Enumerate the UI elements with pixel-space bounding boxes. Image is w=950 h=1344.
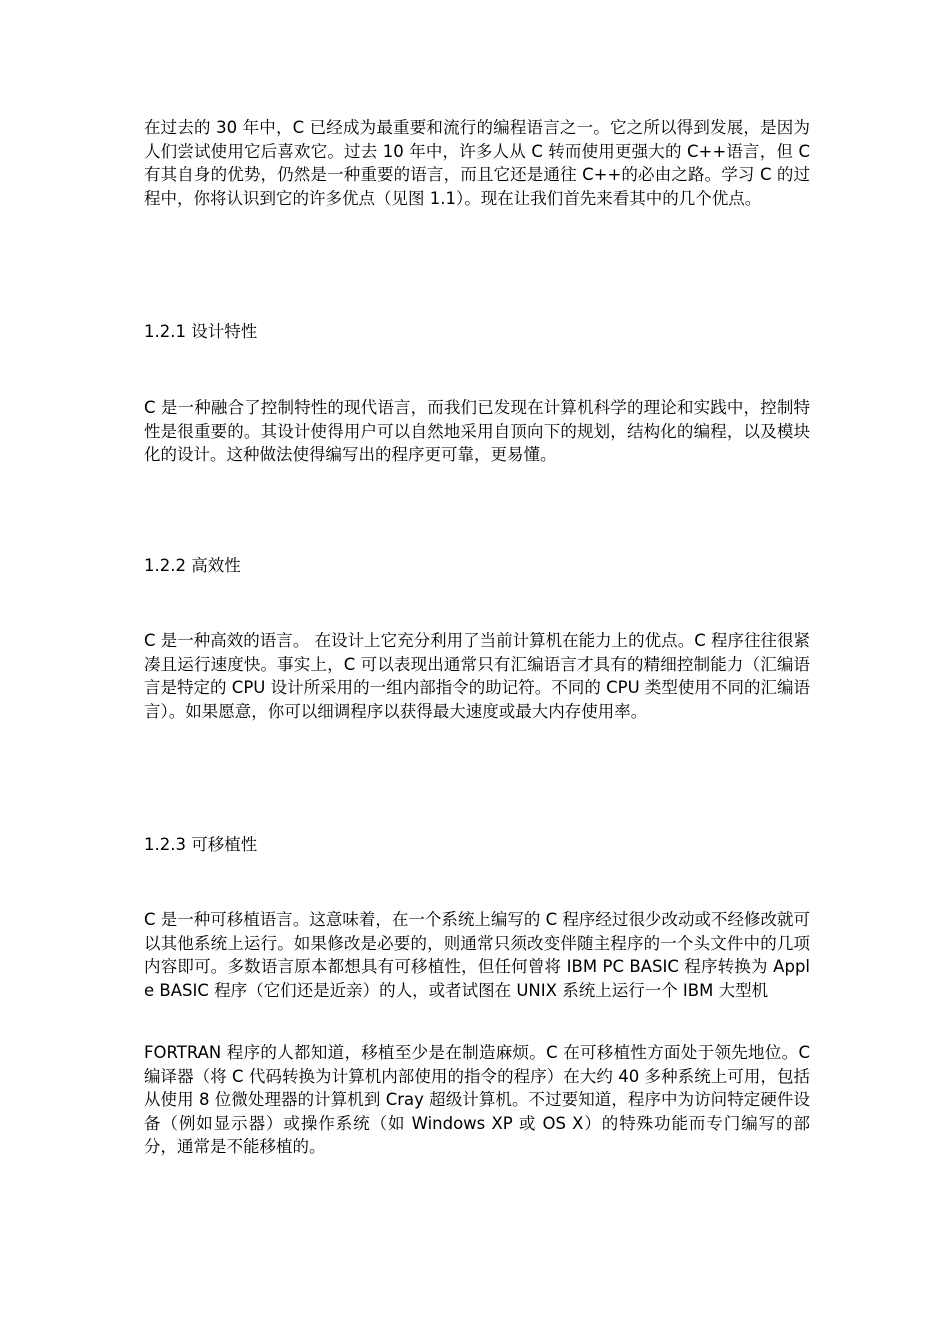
section-body-portability-continued: FORTRAN 程序的人都知道，移植至少是在制造麻烦。C 在可移植性方面处于领先地位。C 编译器（将 C 代码转换为计算机内部使用的指令的程序）在大约 40 多种系统上可用，包括从使用 8 位微处理器的计算机到 Cray 超级计算机。不过要知道，程序中为访问特定硬件设备（例如显示器）或操作系统（如 Windows XP 或 OS X）的特殊功能而专门编写的部分，通常是不能移植的。 <box>144 1043 810 1157</box>
section-heading-efficiency: 1.2.2 高效性 <box>144 556 241 575</box>
section-body-portability: C 是一种可移植语言。这意味着，在一个系统上编写的 C 程序经过很少改动或不经修改就可以其他系统上运行。如果修改是必要的，则通常只须改变伴随主程序的一个头文件中的几项内容即可。多数语言原本都想具有可移植性，但任何曾将 IBM PC BASIC 程序转换为 Apple BASIC 程序（它们还是近亲）的人，或者试图在 UNIX 系统上运行一个 IBM 大型机 <box>144 910 810 1000</box>
intro-paragraph: 在过去的 30 年中，C 已经成为最重要和流行的编程语言之一。它之所以得到发展，是因为人们尝试使用它后喜欢它。过去 10 年中，许多人从 C 转而使用更强大的 C++语言，但 C 有其自身的优势，仍然是一种重要的语言，而且它还是通往 C++的必由之路。学习 C 的过程中，你将认识到它的许多优点（见图 1.1）。现在让我们首先来看其中的几个优点。 <box>144 118 810 208</box>
section-body-efficiency: C 是一种高效的语言。 在设计上它充分利用了当前计算机在能力上的优点。C 程序往往很紧凑且运行速度快。事实上，C 可以表现出通常只有汇编语言才具有的精细控制能力（汇编语言是特定的 CPU 设计所采用的一组内部指令的助记符。不同的 CPU 类型使用不同的汇编语言）。如果愿意，你可以细调程序以获得最大速度或最大内存使用率。 <box>144 631 810 721</box>
section-heading-portability: 1.2.3 可移植性 <box>144 835 258 854</box>
section-heading-design: 1.2.1 设计特性 <box>144 322 258 341</box>
section-body-design: C 是一种融合了控制特性的现代语言，而我们已发现在计算机科学的理论和实践中，控制特性是很重要的。其设计使得用户可以自然地采用自顶向下的规划，结构化的编程，以及模块化的设计。这种做法使得编写出的程序更可靠，更易懂。 <box>144 398 810 465</box>
